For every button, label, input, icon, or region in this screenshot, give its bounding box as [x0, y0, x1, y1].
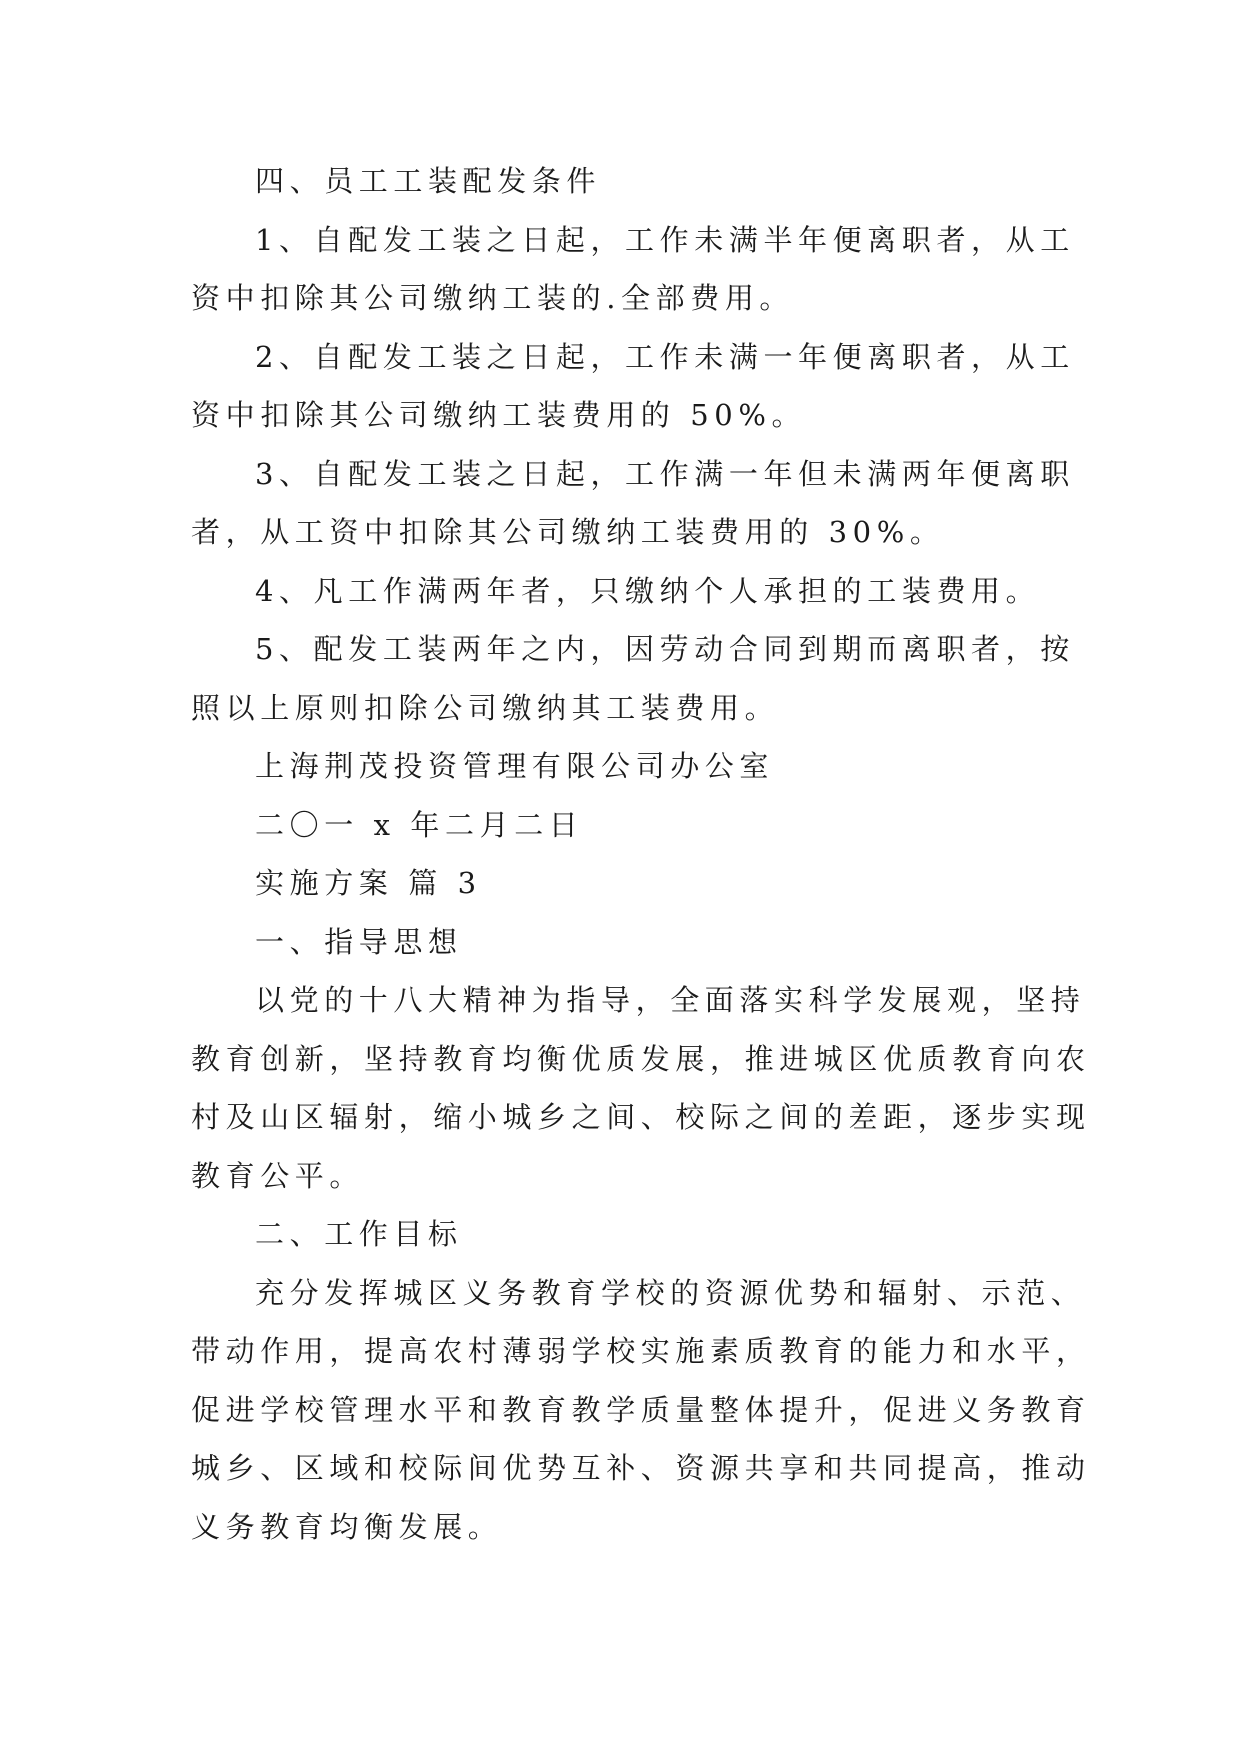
- paragraph-line: 充分发挥城区义务教育学校的资源优势和辐射、示范、: [255, 1275, 1086, 1310]
- paragraph-line: 教育公平。: [191, 1158, 365, 1193]
- paragraph-line: 资中扣除其公司缴纳工装费用的 50%。: [191, 398, 807, 432]
- paragraph-line: 义务教育均衡发展。: [191, 1509, 503, 1544]
- paragraph-line: 村及山区辐射，缩小城乡之间、校际之间的差距，逐步实现: [191, 1100, 1091, 1134]
- document-page: [191, 152, 1091, 1556]
- paragraph-line: 2、自配发工装之日起，工作未满一年便离职者，从工: [255, 339, 1075, 374]
- paragraph-line: 1、自配发工装之日起，工作未满半年便离职者，从工: [255, 222, 1075, 257]
- section-heading-employee-uniform-conditions: 四、员工工装配发条件: [255, 164, 602, 198]
- section-heading-guiding-ideology: 一、指导思想: [255, 924, 463, 959]
- signature-organization: 上海荆茂投资管理有限公司办公室: [255, 749, 775, 783]
- paragraph-line: 资中扣除其公司缴纳工装的.全部费用。: [191, 281, 795, 315]
- paragraph-line: 带动作用，提高农村薄弱学校实施素质教育的能力和水平，: [191, 1334, 1091, 1368]
- paragraph-line: 促进学校管理水平和教育教学质量整体提升，促进义务教育: [191, 1392, 1091, 1427]
- paragraph-line: 城乡、区域和校际间优势互补、资源共享和共同提高，推动: [191, 1451, 1091, 1485]
- document-title-plan-3: 实施方案 篇 3: [255, 866, 482, 900]
- paragraph-line: 5、配发工装两年之内，因劳动合同到期而离职者，按: [255, 632, 1075, 666]
- paragraph-line: 教育创新，坚持教育均衡优质发展，推进城区优质教育向农: [191, 1041, 1091, 1076]
- paragraph-line: 4、凡工作满两年者，只缴纳个人承担的工装费用。: [255, 573, 1041, 608]
- section-heading-work-goals: 二、工作目标: [255, 1217, 463, 1251]
- paragraph-line: 照以上原则扣除公司缴纳其工装费用。: [191, 690, 780, 725]
- signature-date: 二〇一 x 年二月二日: [255, 807, 584, 842]
- paragraph-line: 以党的十八大精神为指导，全面落实科学发展观，坚持: [255, 983, 1086, 1017]
- paragraph-line: 3、自配发工装之日起，工作满一年但未满两年便离职: [255, 456, 1075, 491]
- paragraph-line: 者，从工资中扣除其公司缴纳工装费用的 30%。: [191, 515, 945, 549]
